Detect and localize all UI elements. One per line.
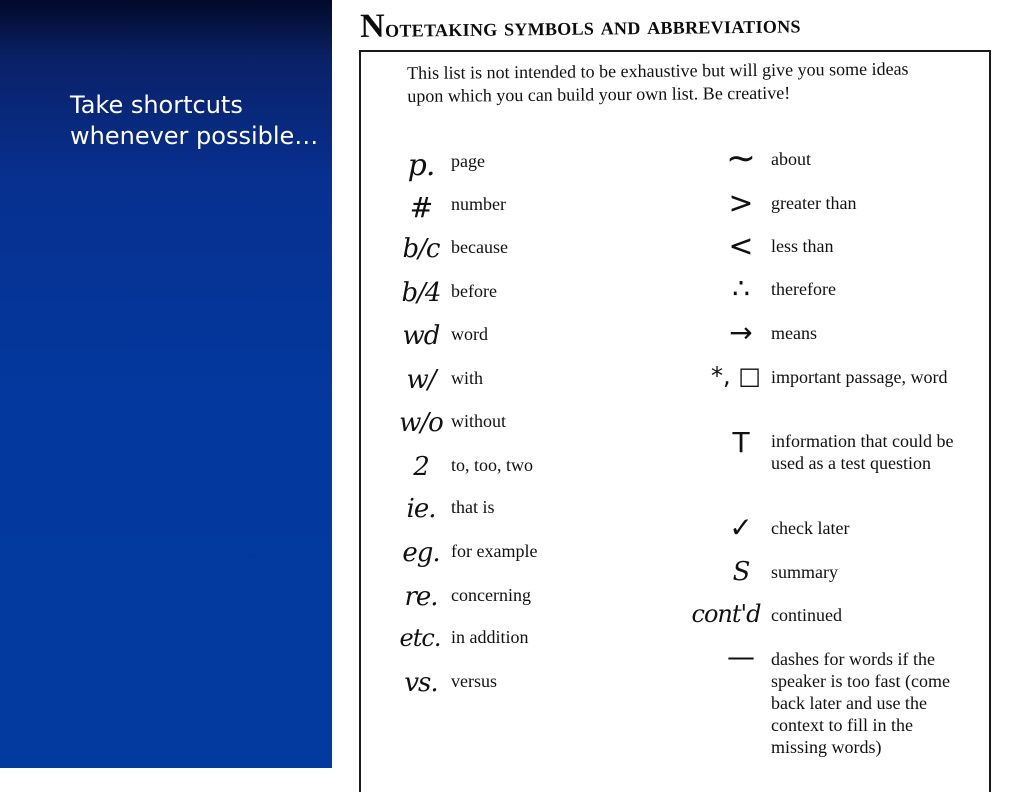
meaning-text: versus xyxy=(451,671,497,691)
meaning-text: before xyxy=(451,281,497,301)
meaning-text: dashes for words if the speaker is too fast (come back later and use the context to fill in the missing words) xyxy=(771,649,950,757)
scanned-document xyxy=(332,0,1024,768)
meaning-text: greater than xyxy=(771,193,857,213)
meaning-text: page xyxy=(451,151,485,171)
symbol-without: w/o xyxy=(399,408,443,438)
symbol-with: w/ xyxy=(406,365,436,395)
meaning-text: summary xyxy=(771,562,838,582)
symbol-number: # xyxy=(409,191,433,224)
symbol-because: b/c xyxy=(402,234,440,264)
meaning-text: concerning xyxy=(451,585,531,605)
symbol-means: → xyxy=(729,316,753,349)
meaning-text: therefore xyxy=(771,279,836,299)
document-title xyxy=(360,3,801,46)
meaning-text: because xyxy=(451,237,508,257)
symbol-p: p. xyxy=(407,148,435,183)
meaning-text: about xyxy=(771,149,811,169)
symbol-eg: eg. xyxy=(402,538,440,568)
meaning-text: that is xyxy=(451,497,495,517)
slide-left-panel xyxy=(0,0,332,768)
meaning-text: for example xyxy=(451,541,538,561)
symbol-ie: ie. xyxy=(406,494,436,524)
symbol-word: wd xyxy=(402,321,440,351)
symbol-therefore: ∴ xyxy=(732,272,750,305)
meaning-text: without xyxy=(451,411,507,431)
symbol-important: *, □ xyxy=(711,362,761,390)
symbol-test: T xyxy=(732,426,750,459)
meaning-text: to, too, two xyxy=(451,455,534,475)
slide-caption: Take shortcuts whenever possible… xyxy=(70,91,319,150)
meaning-text: continued xyxy=(771,605,842,625)
symbol-before: b/4 xyxy=(401,278,441,308)
document-box xyxy=(359,50,991,792)
symbol-dashes: — xyxy=(727,640,755,673)
symbol-etc: etc. xyxy=(399,624,441,652)
symbol-re: re. xyxy=(404,582,438,612)
meaning-text: important passage, word xyxy=(771,367,948,387)
document-intro: This list is not intended to be exhaustive but will give you some ideas upon which you can build your own list. Be creative! xyxy=(407,58,909,106)
symbol-about: ∼ xyxy=(725,138,757,179)
title-rest: otetaking symbols and abbreviations xyxy=(384,11,801,43)
check-icon: ✓ xyxy=(729,511,753,544)
meaning-text: word xyxy=(451,324,488,344)
meaning-text: with xyxy=(451,368,484,388)
symbol-vs: vs. xyxy=(404,668,438,698)
symbol-continued: cont'd xyxy=(691,600,761,628)
meaning-text: information that could be used as a test question xyxy=(771,431,954,473)
meaning-text: in addition xyxy=(451,627,529,647)
meaning-text: means xyxy=(771,323,817,343)
symbol-greater-than: > xyxy=(728,186,754,221)
symbol-less-than: < xyxy=(728,229,754,264)
symbol-summary: S xyxy=(732,557,750,587)
meaning-text: less than xyxy=(771,236,834,256)
symbol-two: 2 xyxy=(413,452,429,482)
title-initial: N xyxy=(360,7,386,45)
meaning-text: check later xyxy=(771,518,850,538)
meaning-text: number xyxy=(451,194,506,214)
